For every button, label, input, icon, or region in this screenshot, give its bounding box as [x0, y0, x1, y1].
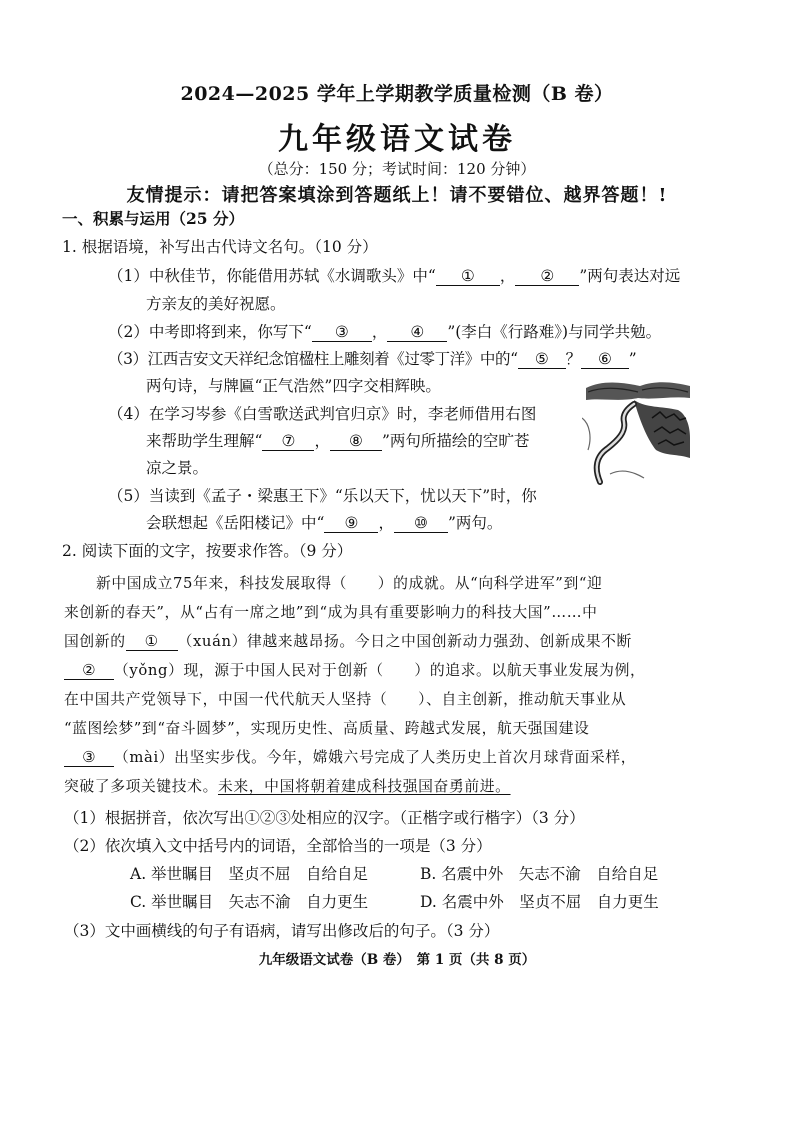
blank-10: ⑩ — [394, 515, 448, 533]
item-sep: ， — [314, 432, 330, 450]
q1-item-3 — [108, 347, 636, 369]
pinyin-blank-2: ② — [64, 663, 114, 680]
item-text: 在学习岑参《白雪歌送武判官归京》时，李老师借用右图 — [148, 405, 537, 423]
blank-5: ⑤ — [518, 351, 566, 369]
page-footer: 九年级语文试卷（B 卷） 第 1 页（共 8 页） — [258, 952, 536, 968]
pinyin-blank-1: ① — [126, 634, 178, 651]
blank-1: ① — [436, 268, 500, 286]
option-a: A. 举世瞩目 坚贞不屈 自给自足 — [130, 865, 369, 883]
score-time: （总分：150 分；考试时间：120 分钟） — [258, 160, 536, 178]
item-sep: ， — [371, 323, 388, 341]
term-title: 2024—2025 学年上学期教学质量检测（B 卷） — [180, 83, 614, 105]
item-text: 中考即将到来，你写下“ — [148, 323, 312, 341]
option-b: B. 名震中外 矢志不渝 自给自足 — [420, 865, 659, 883]
q1-item-4 — [108, 402, 536, 424]
q1-item-1 — [108, 264, 680, 286]
item-number: （5） — [108, 487, 149, 505]
item-text-end: ”两句所描绘的空旷苍 — [381, 432, 530, 450]
item-text: 中秋佳节，你能借用苏轼《水调歌头》中“ — [148, 267, 436, 285]
mountain-right — [634, 400, 690, 458]
passage-line-1: 新中国成立75年来，科技发展取得（ ）的成就。从“向科学进军”到“迎 — [96, 575, 603, 592]
reminder: 友情提示：请把答案填涂到答题纸上！请不要错位、越界答题！! — [126, 185, 668, 206]
terrain-lines — [582, 418, 644, 478]
passage-line-6: “蓝图绘梦”到“奋斗圆梦”，实现历史性、高质量、跨越式发展，航天强国建设 — [64, 720, 590, 737]
blank-9: ⑨ — [324, 515, 378, 533]
q1-item-5 — [108, 484, 537, 506]
q2-sub-1: （1）根据拼音，依次写出①②③处相应的汉字。（正楷字或行楷字）（3 分） — [64, 809, 585, 827]
item-sep: ， — [499, 267, 516, 285]
q1-stem: 1. 根据语境，补写出古代诗文名句。（10 分） — [62, 238, 378, 256]
passage-text: （xuán）律越来越昂扬。今日之中国创新动力强劲、创新成果不断 — [177, 633, 632, 650]
blank-6: ⑥ — [581, 351, 629, 369]
item-text-end: ” — [628, 350, 637, 368]
underlined-sentence: 未来，中国将朝着建成科技强国奋勇前进。 — [217, 778, 511, 795]
section-1-title: 一、积累与运用（25 分） — [62, 209, 244, 228]
passage-line-4 — [64, 659, 645, 680]
blank-7: ⑦ — [262, 433, 314, 451]
item-text-end: ”两句表达对远 — [579, 267, 681, 285]
q1-item-4-cont2: 凉之景。 — [146, 459, 209, 477]
item-text-end: ”两句。 — [447, 514, 503, 532]
passage-line-5: 在中国共产党领导下，中国一代代航天人坚持（ ）、自主创新，推动航天事业从 — [64, 691, 627, 708]
blank-4: ④ — [387, 324, 447, 342]
mountain-ridge-back — [586, 382, 690, 400]
q1-item-5-cont — [146, 511, 502, 533]
item-sep: ？ — [565, 350, 581, 368]
item-text: 来帮助学生理解“ — [146, 432, 263, 450]
snowy-mountain-illustration — [582, 378, 694, 486]
passage-text: 突破了多项关键技术。 — [64, 778, 218, 795]
item-number: （3） — [108, 350, 148, 368]
blank-2: ② — [515, 268, 579, 286]
item-text: 会联想起《岳阳楼记》中“ — [146, 514, 325, 532]
q2-sub-2: （2）依次填入文中括号内的词语，全部恰当的一项是（3 分） — [64, 837, 492, 855]
passage-line-8 — [64, 775, 511, 796]
option-c: C. 举世瞩目 矢志不渝 自力更生 — [130, 893, 369, 911]
item-text: 江西吉安文天祥纪念馆楹柱上雕刻着《过零丁洋》中的“ — [147, 350, 518, 368]
q2-sub-3: （3）文中画横线的句子有语病，请写出修改后的句子。（3 分） — [64, 922, 500, 940]
item-text: 当读到《孟子・梁惠王下》“乐以天下，忧以天下”时，你 — [148, 487, 537, 505]
item-number: （2） — [108, 323, 149, 341]
option-d: D. 名震中外 坚贞不屈 自力更生 — [420, 893, 659, 911]
q1-item-1-cont: 方亲友的美好祝愿。 — [146, 295, 286, 313]
passage-line-3 — [64, 630, 632, 651]
blank-8: ⑧ — [330, 433, 382, 451]
paper-title: 九年级语文试卷 — [278, 122, 516, 157]
passage-line-2: 来创新的春天”，从“占有一席之地”到“成为具有重要影响力的科技大国”……中 — [64, 604, 598, 621]
passage-text: （mài）出坚实步伐。今年，嫦娥六号完成了人类历史上首次月球背面采样， — [114, 749, 637, 766]
q1-item-3-cont: 两句诗，与牌匾“正气浩然”四字交相辉映。 — [146, 377, 441, 395]
passage-line-7 — [64, 746, 636, 767]
q2-stem: 2. 阅读下面的文字，按要求作答。（9 分） — [62, 542, 353, 560]
road-center — [597, 404, 634, 482]
q1-item-2 — [108, 320, 661, 342]
item-number: （1） — [108, 267, 149, 285]
pinyin-blank-3: ③ — [64, 750, 114, 767]
q1-item-4-cont — [146, 429, 529, 451]
item-number: （4） — [108, 405, 149, 423]
item-text-end: ”(李白《行路难》)与同学共勉。 — [447, 323, 662, 341]
blank-3: ③ — [312, 324, 372, 342]
passage-text: （yǒng）现，源于中国人民对于创新（ ）的追求。以航天事业发展为例， — [114, 662, 646, 679]
item-sep: ， — [378, 514, 394, 532]
passage-text: 国创新的 — [64, 633, 126, 650]
